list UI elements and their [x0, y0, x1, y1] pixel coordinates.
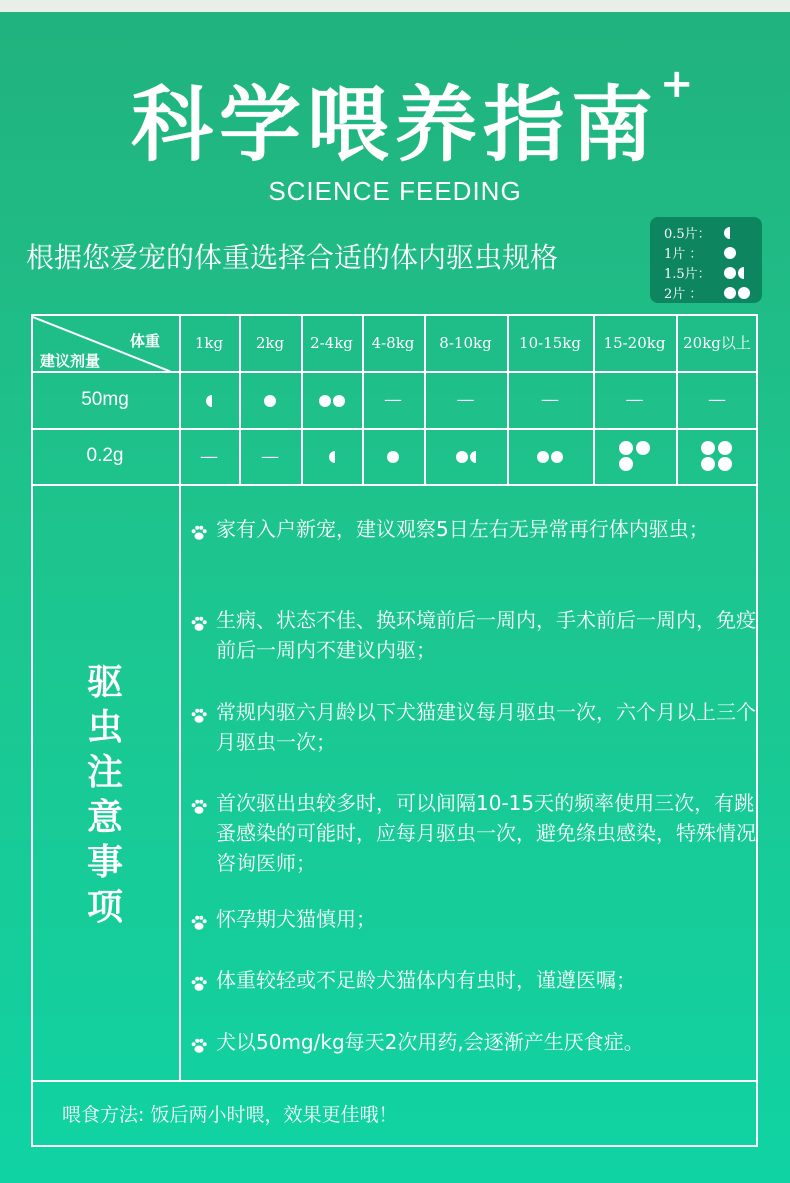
half-tablet-icon [206, 391, 212, 409]
paw-icon [190, 794, 208, 812]
column-header: 8-10kg [439, 333, 492, 352]
feeding-method: 喂食方法: 饭后两小时喂，效果更佳哦！ [62, 1104, 398, 1126]
note-text: 常规内驱六月龄以下犬猫建议每月驱虫一次，六个月以上三个月驱虫一次； [216, 700, 756, 754]
note-text: 体重较轻或不足龄犬猫体内有虫时，谨遵医嘱； [216, 968, 636, 992]
dose-cell [301, 371, 362, 428]
notes-label-char: 意 [86, 797, 123, 838]
no-dose-dash: — [625, 389, 644, 410]
notes-label [31, 660, 179, 930]
note-text: 犬以50mg/kg每天2次用药,会逐渐产生厌食症。 [216, 1030, 644, 1054]
page-subtitle: SCIENCE FEEDING [268, 176, 522, 206]
dose-cell [301, 428, 362, 484]
notes-label-char: 虫 [86, 707, 123, 748]
note-text: 家有入户新宠，建议观察5日左右无异常再行体内驱虫； [216, 517, 709, 541]
note-text: 首次驱出虫较多时，可以间隔10-15天的频率使用三次，有跳蚤感染的可能时，应每月驱虫一次，避免绦虫感染，特殊情况咨询医师； [216, 791, 756, 875]
dose-cell [179, 371, 239, 428]
two-tablets-icon [319, 391, 345, 409]
legend-row [650, 261, 762, 281]
dose-cell [362, 428, 424, 484]
notes-label-char: 注 [86, 752, 123, 793]
note-item [190, 788, 756, 878]
paw-icon [190, 520, 208, 538]
legend-label: 1片 ： [664, 247, 703, 262]
page-title: 科学喂养指南 [130, 78, 659, 173]
note-item [190, 605, 756, 665]
note-item [190, 904, 756, 934]
notes-label-char: 事 [86, 842, 123, 883]
row-label: 0.2g [86, 445, 124, 466]
half-tablet-icon [329, 447, 335, 465]
column-header: 4-8kg [371, 333, 415, 352]
legend-label: 2片 ： [664, 287, 703, 302]
legend-row [650, 241, 762, 261]
legend-label: 0.5片： [664, 227, 711, 242]
note-item [190, 697, 756, 757]
two-tablets-icon [537, 447, 563, 465]
corner-dose-label: 建议剂量 [40, 352, 101, 370]
note-item [190, 965, 756, 995]
three-tablets-icon [619, 441, 651, 471]
note-text: 生病、状态不佳、换环境前后一周内，手术前后一周内，免疫前后一周内不建议内驱； [216, 608, 756, 662]
no-dose-dash: — [541, 389, 559, 410]
dose-cell [424, 428, 507, 484]
column-header: 2kg [255, 333, 285, 352]
one-tablet-icon [724, 245, 736, 260]
half-tablet-icon [724, 225, 730, 240]
row-label: 50mg [81, 388, 129, 410]
table-vline [179, 484, 181, 1080]
four-tablets-icon [701, 441, 733, 471]
note-item [190, 1027, 756, 1057]
legend-label: 1.5片： [664, 267, 711, 282]
dose-legend [650, 217, 762, 303]
notes-label-char: 驱 [86, 662, 123, 703]
plus-icon: + [660, 61, 694, 107]
no-dose-dash: — [384, 389, 402, 410]
top-strip [0, 0, 790, 12]
legend-row [650, 221, 762, 241]
column-header: 20kg以上 [683, 334, 751, 352]
dose-cell [507, 428, 593, 484]
note-text: 怀孕期犬猫慎用； [216, 907, 376, 931]
paw-icon [190, 910, 208, 928]
tagline: 根据您爱宠的体重选择合适的体内驱虫规格 [26, 241, 559, 274]
one-tablet-icon [387, 447, 399, 465]
corner-weight-label: 体重 [130, 332, 161, 350]
legend-row [650, 281, 762, 301]
no-dose-dash: — [261, 445, 279, 467]
no-dose-dash: — [200, 445, 218, 467]
dose-cell [676, 428, 758, 484]
paw-icon [190, 611, 208, 629]
paw-icon [190, 703, 208, 721]
table-hline [31, 1080, 758, 1082]
no-dose-dash: — [708, 389, 726, 410]
dose-cell [239, 371, 301, 428]
two-tablets-icon [724, 285, 750, 300]
one-half-tablet-icon [724, 265, 744, 280]
note-item [190, 514, 756, 544]
one-half-tablet-icon [456, 447, 476, 465]
dose-cell [593, 428, 676, 484]
column-header: 1kg [194, 333, 224, 352]
one-tablet-icon [264, 391, 276, 409]
paw-icon [190, 1033, 208, 1051]
column-header: 2-4kg [310, 333, 353, 352]
column-header: 15-20kg [603, 333, 666, 352]
paw-icon [190, 971, 208, 989]
table-hline [31, 484, 758, 486]
column-header: 10-15kg [519, 333, 581, 352]
notes-label-char: 项 [86, 887, 123, 928]
no-dose-dash: — [456, 389, 475, 410]
